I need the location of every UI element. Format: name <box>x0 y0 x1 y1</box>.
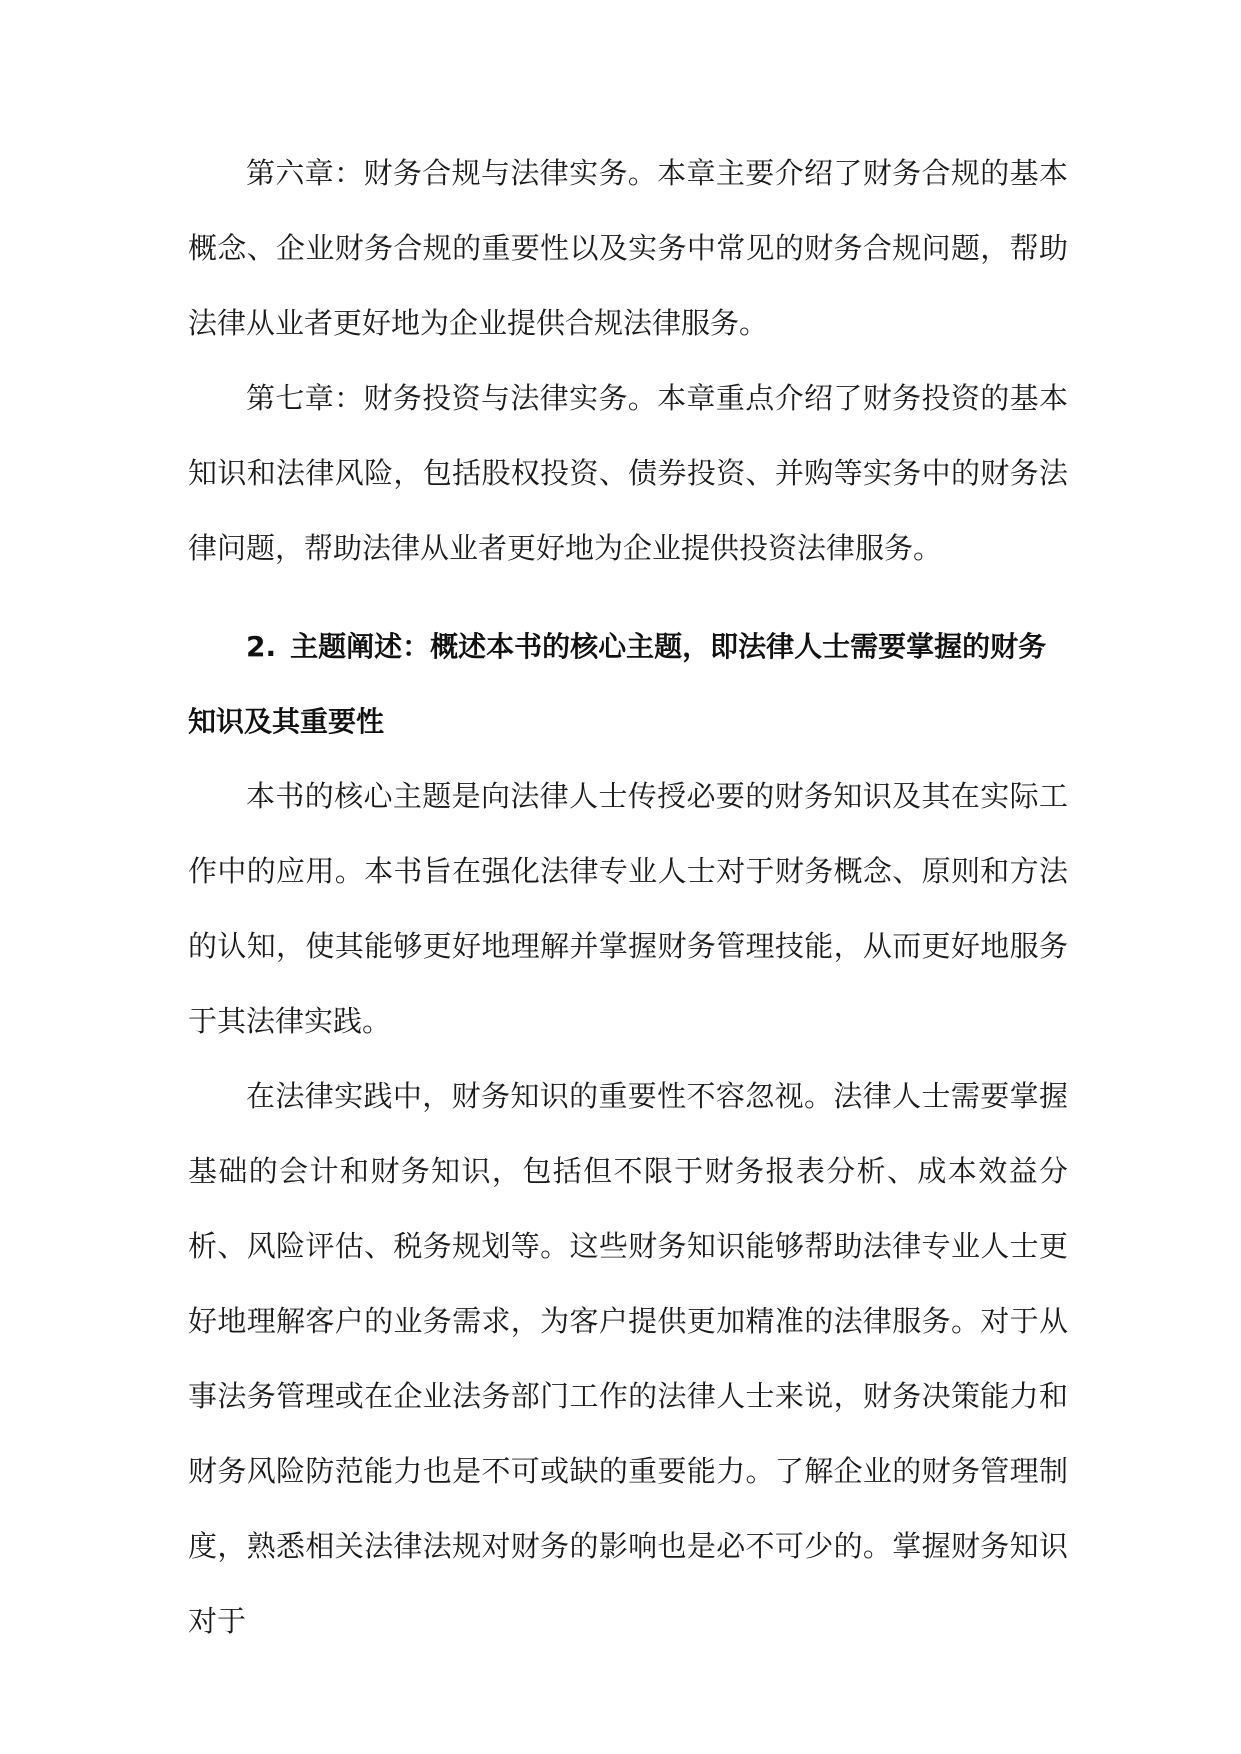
section-heading-text: 主题阐述：概述本书的核心主题，即法律人士需要掌握的财务知识及其重要性 <box>188 630 1047 738</box>
paragraph-core-theme: 本书的核心主题是向法律人士传授必要的财务知识及其在实际工作中的应用。本书旨在强化法律专业人士对于财务概念、原则和方法的认知，使其能够更好地理解并掌握财务管理技能，从而更好地服务于其法律实践。 <box>188 779 1068 1038</box>
section-heading <box>188 609 1068 759</box>
paragraph-importance: 在法律实践中，财务知识的重要性不容忽视。法律人士需要掌握基础的会计和财务知识，包括但不限于财务报表分析、成本效益分析、风险评估、税务规划等。这些财务知识能够帮助法律专业人士更好地理解客户的业务需求，为客户提供更加精准的法律服务。对于从事法务管理或在企业法务部门工作的法律人士来说，财务决策能力和财务风险防范能力也是不可或缺的重要能力。了解企业的财务管理制度，熟悉相关法律法规对财务的影响也是必不可少的。掌握财务知识对于 <box>188 1079 1068 1638</box>
document-body <box>188 136 1068 1659</box>
paragraph-chapter-six: 第六章：财务合规与法律实务。本章主要介绍了财务合规的基本概念、企业财务合规的重要性以及实务中常见的财务合规问题，帮助法律从业者更好地为企业提供合规法律服务。 <box>188 156 1068 340</box>
paragraph-chapter-seven: 第七章：财务投资与法律实务。本章重点介绍了财务投资的基本知识和法律风险，包括股权投资、债券投资、并购等实务中的财务法律问题，帮助法律从业者更好地为企业提供投资法律服务。 <box>188 381 1068 565</box>
section-heading-number: 2. <box>246 630 277 663</box>
